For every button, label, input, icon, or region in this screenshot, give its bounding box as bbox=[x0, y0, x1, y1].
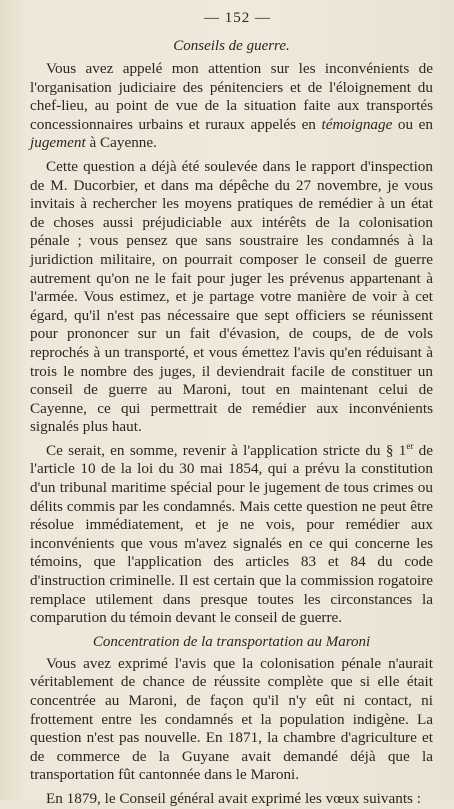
section-title: Concentration de la transportation au Maroni bbox=[92, 633, 371, 650]
text-run: Cette question a déjà été soulevée dans le rapport d'inspection de M. Ducorbier, et dans ma dépêche du 27 novembre, je vous invitais à rechercher les moyens pratiques de remédier à un état de choses aussi préjudiciable aux intérêts de la colonisation pénale ; vous pensez que sans soustraire les condamnés à la juridiction militaire, on pourrait composer le conseil de guerre autrement qu'on ne le fait pour juger les prévenus appartenant à l'armée. Vous estimez, et je partage votre manière de voir à cet égard, qu'il n'est pas nécessaire que sept officiers se réunissent pour prononcer sur un fait d'évasion, de coups, de de vols reprochés à un transporté, et vous émettez l'avis qu'en réduisant à trois le nombre des juges, il deviendrait facile de constituer un conseil de guerre au Maroni, tout en maintenant celui de Cayenne, ce qui permettrait de remédier aux inconvénients signalés plus haut. bbox=[30, 157, 433, 436]
section-title: Conseils de guerre. bbox=[173, 38, 290, 54]
paragraph bbox=[30, 790, 433, 809]
page-number: — 152 — bbox=[204, 10, 271, 26]
paragraph bbox=[30, 442, 433, 628]
paragraph bbox=[30, 655, 433, 785]
text-run: ou en bbox=[392, 115, 433, 133]
text-run: En 1879, le Conseil général avait exprimé les vœux suivants : bbox=[46, 789, 421, 807]
document-body bbox=[30, 37, 433, 809]
text-run: Ce serait, en somme, revenir à l'application stricte du § 1 bbox=[46, 441, 407, 459]
italic-text: jugement bbox=[30, 134, 86, 152]
italic-text: témoignage bbox=[321, 115, 393, 133]
superscript: er bbox=[406, 440, 414, 451]
paragraph bbox=[30, 158, 433, 437]
text-run: à Cayenne. bbox=[85, 134, 157, 152]
text-run: de l'article 10 de la loi du 30 mai 1854, qui a prévu la constitution d'un tribunal maritime spécial pour le jugement de tous crimes ou délits commis par les condamnés. Mais cette question ne peut être résolue immédiatement, et je ne vois, pour remédier aux inconvénients que vous m'avez signalés en ce qui concerne les témoins, que l'application des articles 83 et 84 du code d'instruction criminelle. Il est certain que la commission rogatoire remplace utilement dans presque toutes les circonstances la comparution du témoin devant le conseil de guerre. bbox=[30, 441, 433, 627]
text-run: Vous avez exprimé l'avis que la colonisation pénale n'aurait véritablement de chance de réussite complète que si elle était concentrée au Maroni, de façon qu'il n'y eût ni contact, ni frottement entre les condamnés et la population indigène. La question n'est pas nouvelle. En 1871, la chambre d'agriculture et de commerce de la Guyane avait demandé déjà que la transportation fût cantonnée dans le Maroni. bbox=[30, 654, 433, 784]
paragraph bbox=[30, 60, 433, 153]
text-run: Vous avez appelé mon attention sur les inconvénients de l'organisation judiciaire des pénitenciers et de l'éloignement du chef-lieu, au point de vue de la situation faite aux transportés concessionnaires urbains et ruraux appelés en bbox=[30, 60, 433, 133]
